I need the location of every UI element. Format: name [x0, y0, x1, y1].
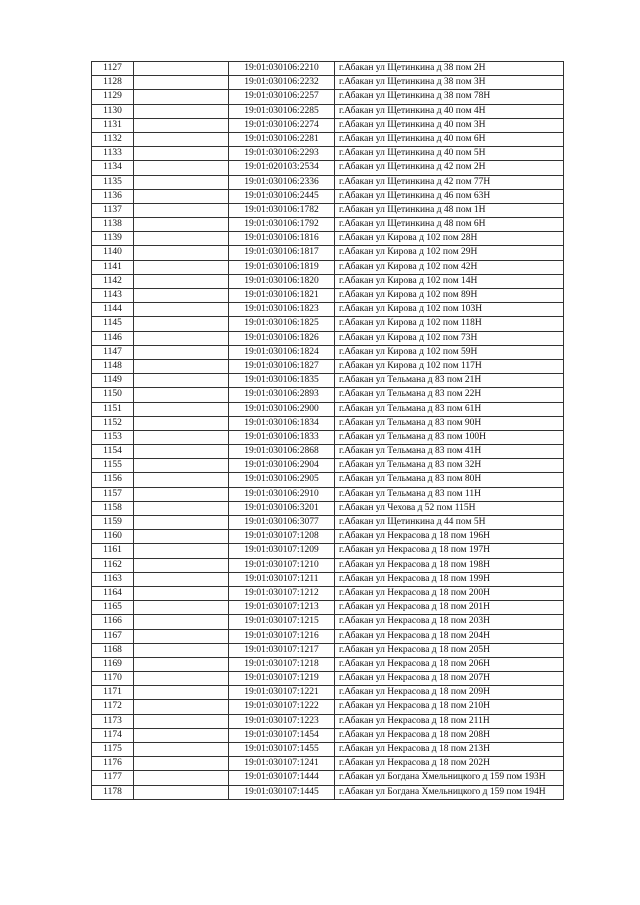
row-number-cell: 1163: [92, 572, 134, 586]
table-row: [92, 374, 564, 388]
empty-cell: [134, 487, 229, 501]
empty-cell: [134, 558, 229, 572]
table-row: [92, 558, 564, 572]
table-row: [92, 132, 564, 146]
table-row: [92, 118, 564, 132]
empty-cell: [134, 601, 229, 615]
address-cell: г.Абакан ул Тельмана д 83 пом 22Н: [335, 388, 564, 402]
empty-cell: [134, 274, 229, 288]
cadastral-number-cell: 19:01:030106:2281: [229, 132, 335, 146]
table-row: [92, 90, 564, 104]
address-cell: г.Абакан ул Щетинкина д 42 пом 2Н: [335, 161, 564, 175]
empty-cell: [134, 430, 229, 444]
table-row: [92, 516, 564, 530]
address-cell: г.Абакан ул Щетинкина д 46 пом 63Н: [335, 189, 564, 203]
address-cell: г.Абакан ул Тельмана д 83 пом 100Н: [335, 430, 564, 444]
row-number-cell: 1174: [92, 728, 134, 742]
table-row: [92, 289, 564, 303]
row-number-cell: 1141: [92, 260, 134, 274]
cadastral-number-cell: 19:01:030107:1241: [229, 757, 335, 771]
address-cell: г.Абакан ул Некрасова д 18 пом 203Н: [335, 615, 564, 629]
cadastral-number-cell: 19:01:030106:1817: [229, 246, 335, 260]
cadastral-number-cell: 19:01:030107:1218: [229, 657, 335, 671]
table-row: [92, 743, 564, 757]
cadastral-number-cell: 19:01:030106:1792: [229, 218, 335, 232]
row-number-cell: 1173: [92, 714, 134, 728]
empty-cell: [134, 246, 229, 260]
cadastral-number-cell: 19:01:030107:1219: [229, 672, 335, 686]
row-number-cell: 1136: [92, 189, 134, 203]
empty-cell: [134, 317, 229, 331]
row-number-cell: 1142: [92, 274, 134, 288]
row-number-cell: 1132: [92, 132, 134, 146]
empty-cell: [134, 544, 229, 558]
table-row: [92, 615, 564, 629]
row-number-cell: 1177: [92, 771, 134, 785]
cadastral-number-cell: 19:01:030106:2336: [229, 175, 335, 189]
address-cell: г.Абакан ул Некрасова д 18 пом 206Н: [335, 657, 564, 671]
address-cell: г.Абакан ул Некрасова д 18 пом 209Н: [335, 686, 564, 700]
empty-cell: [134, 743, 229, 757]
table-row: [92, 203, 564, 217]
table-row: [92, 700, 564, 714]
table-row: [92, 232, 564, 246]
empty-cell: [134, 785, 229, 799]
row-number-cell: 1175: [92, 743, 134, 757]
row-number-cell: 1145: [92, 317, 134, 331]
empty-cell: [134, 161, 229, 175]
table-row: [92, 359, 564, 373]
table-row: [92, 62, 564, 76]
cadastral-number-cell: 19:01:030107:1208: [229, 530, 335, 544]
address-cell: г.Абакан ул Чехова д 52 пом 115Н: [335, 501, 564, 515]
table-row: [92, 445, 564, 459]
row-number-cell: 1143: [92, 289, 134, 303]
table-row: [92, 487, 564, 501]
address-cell: г.Абакан ул Некрасова д 18 пом 205Н: [335, 643, 564, 657]
row-number-cell: 1139: [92, 232, 134, 246]
cadastral-number-cell: 19:01:030106:2893: [229, 388, 335, 402]
address-cell: г.Абакан ул Тельмана д 83 пом 90Н: [335, 416, 564, 430]
cadastral-number-cell: 19:01:030106:2445: [229, 189, 335, 203]
empty-cell: [134, 232, 229, 246]
address-cell: г.Абакан ул Кирова д 102 пом 118Н: [335, 317, 564, 331]
table-row: [92, 473, 564, 487]
table-row: [92, 672, 564, 686]
cadastral-number-cell: 19:01:030106:1835: [229, 374, 335, 388]
table-row: [92, 757, 564, 771]
address-cell: г.Абакан ул Кирова д 102 пом 59Н: [335, 345, 564, 359]
table-row: [92, 161, 564, 175]
row-number-cell: 1151: [92, 402, 134, 416]
row-number-cell: 1162: [92, 558, 134, 572]
row-number-cell: 1168: [92, 643, 134, 657]
empty-cell: [134, 473, 229, 487]
cadastral-number-cell: 19:01:030106:2285: [229, 104, 335, 118]
row-number-cell: 1170: [92, 672, 134, 686]
address-cell: г.Абакан ул Щетинкина д 44 пом 5Н: [335, 516, 564, 530]
address-cell: г.Абакан ул Щетинкина д 38 пом 2Н: [335, 62, 564, 76]
table-row: [92, 260, 564, 274]
cadastral-number-cell: 19:01:030107:1216: [229, 629, 335, 643]
cadastral-number-cell: 19:01:020103:2534: [229, 161, 335, 175]
address-cell: г.Абакан ул Некрасова д 18 пом 197Н: [335, 544, 564, 558]
table-row: [92, 572, 564, 586]
address-cell: г.Абакан ул Богдана Хмельницкого д 159 пом 193Н: [335, 771, 564, 785]
row-number-cell: 1133: [92, 147, 134, 161]
table-row: [92, 147, 564, 161]
cadastral-number-cell: 19:01:030106:1782: [229, 203, 335, 217]
empty-cell: [134, 90, 229, 104]
address-cell: г.Абакан ул Некрасова д 18 пом 213Н: [335, 743, 564, 757]
table-row: [92, 388, 564, 402]
cadastral-number-cell: 19:01:030107:1213: [229, 601, 335, 615]
address-cell: г.Абакан ул Тельмана д 83 пом 61Н: [335, 402, 564, 416]
empty-cell: [134, 586, 229, 600]
table-row: [92, 530, 564, 544]
address-cell: г.Абакан ул Некрасова д 18 пом 211Н: [335, 714, 564, 728]
empty-cell: [134, 530, 229, 544]
cadastral-number-cell: 19:01:030106:2293: [229, 147, 335, 161]
address-cell: г.Абакан ул Некрасова д 18 пом 208Н: [335, 728, 564, 742]
row-number-cell: 1167: [92, 629, 134, 643]
address-cell: г.Абакан ул Щетинкина д 42 пом 77Н: [335, 175, 564, 189]
address-cell: г.Абакан ул Кирова д 102 пом 28Н: [335, 232, 564, 246]
empty-cell: [134, 203, 229, 217]
empty-cell: [134, 615, 229, 629]
row-number-cell: 1157: [92, 487, 134, 501]
table-row: [92, 76, 564, 90]
empty-cell: [134, 657, 229, 671]
address-cell: г.Абакан ул Щетинкина д 48 пом 1Н: [335, 203, 564, 217]
address-cell: г.Абакан ул Тельмана д 83 пом 32Н: [335, 459, 564, 473]
cadastral-number-cell: 19:01:030107:1455: [229, 743, 335, 757]
cadastral-number-cell: 19:01:030106:2210: [229, 62, 335, 76]
address-cell: г.Абакан ул Кирова д 102 пом 14Н: [335, 274, 564, 288]
row-number-cell: 1128: [92, 76, 134, 90]
address-cell: г.Абакан ул Некрасова д 18 пом 196Н: [335, 530, 564, 544]
row-number-cell: 1135: [92, 175, 134, 189]
table-row: [92, 104, 564, 118]
address-cell: г.Абакан ул Кирова д 102 пом 42Н: [335, 260, 564, 274]
cadastral-number-cell: 19:01:030106:2904: [229, 459, 335, 473]
address-cell: г.Абакан ул Тельмана д 83 пом 21Н: [335, 374, 564, 388]
empty-cell: [134, 175, 229, 189]
cadastral-number-cell: 19:01:030107:1209: [229, 544, 335, 558]
empty-cell: [134, 331, 229, 345]
row-number-cell: 1159: [92, 516, 134, 530]
table-row: [92, 771, 564, 785]
address-cell: г.Абакан ул Тельмана д 83 пом 80Н: [335, 473, 564, 487]
empty-cell: [134, 445, 229, 459]
address-cell: г.Абакан ул Некрасова д 18 пом 201Н: [335, 601, 564, 615]
address-cell: г.Абакан ул Щетинкина д 38 пом 78Н: [335, 90, 564, 104]
cadastral-number-cell: 19:01:030107:1215: [229, 615, 335, 629]
row-number-cell: 1156: [92, 473, 134, 487]
empty-cell: [134, 132, 229, 146]
empty-cell: [134, 388, 229, 402]
cadastral-number-cell: 19:01:030107:1212: [229, 586, 335, 600]
row-number-cell: 1160: [92, 530, 134, 544]
table-row: [92, 629, 564, 643]
address-cell: г.Абакан ул Кирова д 102 пом 117Н: [335, 359, 564, 373]
table-row: [92, 218, 564, 232]
empty-cell: [134, 402, 229, 416]
row-number-cell: 1166: [92, 615, 134, 629]
table-row: [92, 785, 564, 799]
row-number-cell: 1154: [92, 445, 134, 459]
empty-cell: [134, 104, 229, 118]
table-row: [92, 175, 564, 189]
cadastral-number-cell: 19:01:030106:1826: [229, 331, 335, 345]
address-cell: г.Абакан ул Кирова д 102 пом 103Н: [335, 303, 564, 317]
cadastral-number-cell: 19:01:030106:2868: [229, 445, 335, 459]
table-row: [92, 586, 564, 600]
empty-cell: [134, 303, 229, 317]
empty-cell: [134, 218, 229, 232]
cadastral-number-cell: 19:01:030106:2900: [229, 402, 335, 416]
address-cell: г.Абакан ул Кирова д 102 пом 89Н: [335, 289, 564, 303]
table-row: [92, 657, 564, 671]
table-row: [92, 728, 564, 742]
cadastral-number-cell: 19:01:030106:2257: [229, 90, 335, 104]
address-cell: г.Абакан ул Богдана Хмельницкого д 159 пом 194Н: [335, 785, 564, 799]
empty-cell: [134, 672, 229, 686]
cadastral-number-cell: 19:01:030107:1211: [229, 572, 335, 586]
empty-cell: [134, 629, 229, 643]
cadastral-number-cell: 19:01:030106:1824: [229, 345, 335, 359]
row-number-cell: 1171: [92, 686, 134, 700]
row-number-cell: 1127: [92, 62, 134, 76]
row-number-cell: 1165: [92, 601, 134, 615]
cadastral-number-cell: 19:01:030107:1221: [229, 686, 335, 700]
row-number-cell: 1144: [92, 303, 134, 317]
table-row: [92, 416, 564, 430]
empty-cell: [134, 289, 229, 303]
empty-cell: [134, 374, 229, 388]
cadastral-number-cell: 19:01:030106:2274: [229, 118, 335, 132]
cadastral-number-cell: 19:01:030106:2232: [229, 76, 335, 90]
empty-cell: [134, 728, 229, 742]
row-number-cell: 1176: [92, 757, 134, 771]
empty-cell: [134, 459, 229, 473]
table-row: [92, 303, 564, 317]
empty-cell: [134, 757, 229, 771]
empty-cell: [134, 359, 229, 373]
registry-table-body: [92, 62, 564, 800]
cadastral-number-cell: 19:01:030107:1445: [229, 785, 335, 799]
table-row: [92, 643, 564, 657]
row-number-cell: 1138: [92, 218, 134, 232]
address-cell: г.Абакан ул Некрасова д 18 пом 210Н: [335, 700, 564, 714]
cadastral-number-cell: 19:01:030106:1827: [229, 359, 335, 373]
empty-cell: [134, 572, 229, 586]
table-row: [92, 501, 564, 515]
empty-cell: [134, 771, 229, 785]
cadastral-number-cell: 19:01:030106:1819: [229, 260, 335, 274]
table-row: [92, 246, 564, 260]
row-number-cell: 1161: [92, 544, 134, 558]
address-cell: г.Абакан ул Некрасова д 18 пом 204Н: [335, 629, 564, 643]
address-cell: г.Абакан ул Некрасова д 18 пом 200Н: [335, 586, 564, 600]
address-cell: г.Абакан ул Щетинкина д 48 пом 6Н: [335, 218, 564, 232]
address-cell: г.Абакан ул Щетинкина д 40 пом 6Н: [335, 132, 564, 146]
address-cell: г.Абакан ул Щетинкина д 40 пом 4Н: [335, 104, 564, 118]
row-number-cell: 1178: [92, 785, 134, 799]
address-cell: г.Абакан ул Некрасова д 18 пом 202Н: [335, 757, 564, 771]
row-number-cell: 1172: [92, 700, 134, 714]
address-cell: г.Абакан ул Щетинкина д 40 пом 5Н: [335, 147, 564, 161]
empty-cell: [134, 516, 229, 530]
table-row: [92, 317, 564, 331]
row-number-cell: 1134: [92, 161, 134, 175]
cadastral-number-cell: 19:01:030107:1217: [229, 643, 335, 657]
row-number-cell: 1153: [92, 430, 134, 444]
empty-cell: [134, 345, 229, 359]
table-row: [92, 714, 564, 728]
table-row: [92, 402, 564, 416]
table-row: [92, 601, 564, 615]
cadastral-number-cell: 19:01:030106:3077: [229, 516, 335, 530]
row-number-cell: 1147: [92, 345, 134, 359]
table-row: [92, 544, 564, 558]
address-cell: г.Абакан ул Щетинкина д 38 пом 3Н: [335, 76, 564, 90]
row-number-cell: 1169: [92, 657, 134, 671]
cadastral-number-cell: 19:01:030107:1223: [229, 714, 335, 728]
cadastral-number-cell: 19:01:030106:3201: [229, 501, 335, 515]
empty-cell: [134, 686, 229, 700]
cadastral-number-cell: 19:01:030106:1833: [229, 430, 335, 444]
cadastral-number-cell: 19:01:030107:1444: [229, 771, 335, 785]
address-cell: г.Абакан ул Некрасова д 18 пом 207Н: [335, 672, 564, 686]
cadastral-number-cell: 19:01:030107:1222: [229, 700, 335, 714]
empty-cell: [134, 501, 229, 515]
empty-cell: [134, 416, 229, 430]
empty-cell: [134, 714, 229, 728]
cadastral-number-cell: 19:01:030106:1823: [229, 303, 335, 317]
empty-cell: [134, 76, 229, 90]
cadastral-number-cell: 19:01:030106:1825: [229, 317, 335, 331]
row-number-cell: 1148: [92, 359, 134, 373]
row-number-cell: 1150: [92, 388, 134, 402]
empty-cell: [134, 643, 229, 657]
address-cell: г.Абакан ул Щетинкина д 40 пом 3Н: [335, 118, 564, 132]
cadastral-number-cell: 19:01:030106:2910: [229, 487, 335, 501]
row-number-cell: 1152: [92, 416, 134, 430]
cadastral-number-cell: 19:01:030106:1816: [229, 232, 335, 246]
table-row: [92, 430, 564, 444]
cadastral-number-cell: 19:01:030106:1820: [229, 274, 335, 288]
table-row: [92, 274, 564, 288]
row-number-cell: 1155: [92, 459, 134, 473]
row-number-cell: 1146: [92, 331, 134, 345]
address-cell: г.Абакан ул Некрасова д 18 пом 199Н: [335, 572, 564, 586]
table-row: [92, 686, 564, 700]
cadastral-number-cell: 19:01:030106:2905: [229, 473, 335, 487]
empty-cell: [134, 147, 229, 161]
empty-cell: [134, 189, 229, 203]
cadastral-number-cell: 19:01:030107:1454: [229, 728, 335, 742]
table-row: [92, 459, 564, 473]
empty-cell: [134, 700, 229, 714]
row-number-cell: 1130: [92, 104, 134, 118]
address-cell: г.Абакан ул Кирова д 102 пом 29Н: [335, 246, 564, 260]
cadastral-number-cell: 19:01:030106:1834: [229, 416, 335, 430]
registry-table: [91, 61, 564, 800]
row-number-cell: 1149: [92, 374, 134, 388]
row-number-cell: 1158: [92, 501, 134, 515]
table-row: [92, 345, 564, 359]
row-number-cell: 1129: [92, 90, 134, 104]
address-cell: г.Абакан ул Кирова д 102 пом 73Н: [335, 331, 564, 345]
empty-cell: [134, 62, 229, 76]
address-cell: г.Абакан ул Некрасова д 18 пом 198Н: [335, 558, 564, 572]
empty-cell: [134, 118, 229, 132]
row-number-cell: 1131: [92, 118, 134, 132]
row-number-cell: 1164: [92, 586, 134, 600]
cadastral-number-cell: 19:01:030106:1821: [229, 289, 335, 303]
address-cell: г.Абакан ул Тельмана д 83 пом 41Н: [335, 445, 564, 459]
empty-cell: [134, 260, 229, 274]
table-row: [92, 189, 564, 203]
row-number-cell: 1140: [92, 246, 134, 260]
cadastral-number-cell: 19:01:030107:1210: [229, 558, 335, 572]
address-cell: г.Абакан ул Тельмана д 83 пом 11Н: [335, 487, 564, 501]
row-number-cell: 1137: [92, 203, 134, 217]
table-row: [92, 331, 564, 345]
